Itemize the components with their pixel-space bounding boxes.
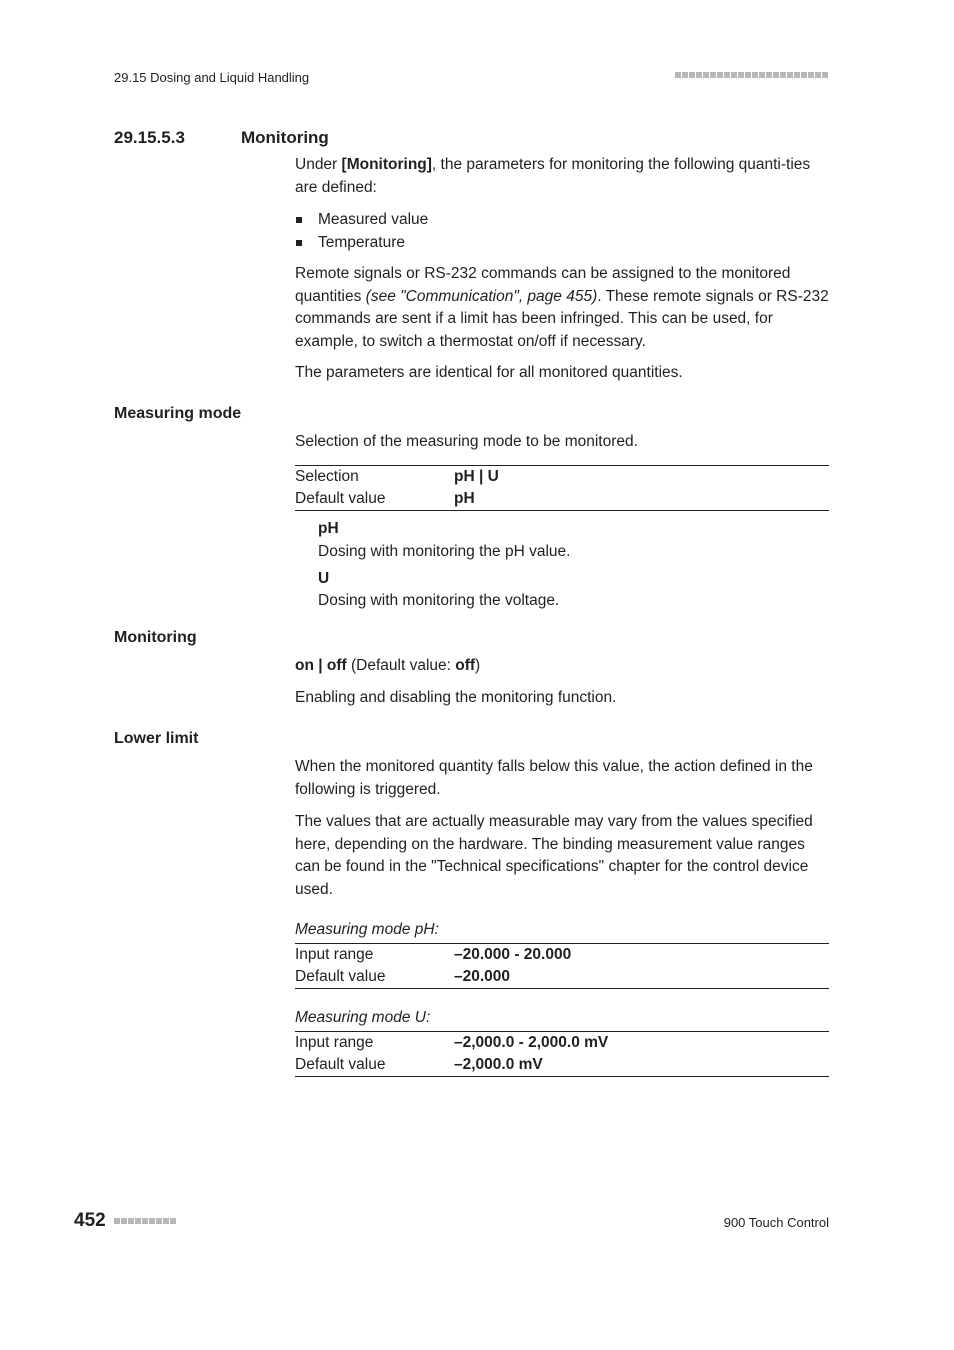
decorative-square [752,72,758,78]
decorative-square [696,72,702,78]
u-range-caption: Measuring mode U: [295,1009,431,1026]
option-ph-description: Dosing with monitoring the pH value. [318,543,571,560]
monitoring-description: Enabling and disabling the monitoring function. [295,689,617,706]
list-item: Temperature [295,231,428,254]
remote-signals-paragraph: Remote signals or RS-232 commands can be assigned to the monitored quantities (see "Communication", page 455). These remote signals or RS-232 commands are sent if a limit has been infringed. This can be used, for example, to switch a thermostat on/off if necessary. [295,265,829,350]
decorative-square [780,72,786,78]
cross-reference-link[interactable]: (see "Communication", page 455) [365,287,598,305]
decorative-square [822,72,828,78]
ph-range-caption: Measuring mode pH: [295,921,439,938]
decorative-square [773,72,779,78]
quantity-list [295,208,428,254]
decorative-square [689,72,695,78]
decorative-square [128,1218,134,1224]
list-item: Measured value [295,208,428,231]
table-row: Default value –2,000.0 mV [295,1056,543,1073]
decorative-square [163,1218,169,1224]
decorative-square [787,72,793,78]
decorative-square [710,72,716,78]
table-row: Selection pH | U [295,468,499,485]
decorative-square [142,1218,148,1224]
page-number: 452 [74,1210,106,1231]
header-decoration [675,72,829,78]
u-range-table [295,1031,829,1077]
intro-paragraph: Under [Monitoring], the parameters for monitoring the following quanti-ties are defined: [295,156,811,196]
decorative-square [156,1218,162,1224]
decorative-square [808,72,814,78]
option-ph-name: pH [318,520,339,537]
identical-params-paragraph: The parameters are identical for all monitored quantities. [295,364,683,381]
decorative-square [675,72,681,78]
decorative-square [801,72,807,78]
table-row: Input range –20.000 - 20.000 [295,946,572,963]
decorative-square [149,1218,155,1224]
hardware-note: The values that are actually measurable may vary from the values specified here, depending on the hardware. The binding measurement value ranges can be found in the "Technical specifications" chapter for the control device used. [295,813,813,898]
option-u-description: Dosing with monitoring the voltage. [318,592,560,609]
decorative-square [759,72,765,78]
section-title: Monitoring [241,128,329,147]
decorative-square [815,72,821,78]
decorative-square [766,72,772,78]
decorative-square [114,1218,120,1224]
decorative-square [135,1218,141,1224]
decorative-square [717,72,723,78]
monitoring-values: on | off (Default value: off) [295,657,481,674]
monitoring-label: Monitoring [114,629,197,646]
decorative-square [731,72,737,78]
decorative-square [745,72,751,78]
lower-limit-description: When the monitored quantity falls below this value, the action defined in the following is triggered. [295,758,813,798]
running-header: 29.15 Dosing and Liquid Handling [114,70,310,85]
option-u-name: U [318,570,330,587]
decorative-square [738,72,744,78]
decorative-square [703,72,709,78]
decorative-square [682,72,688,78]
section-number: 29.15.5.3 [114,128,185,147]
table-row: Default value pH [295,490,475,507]
table-row: Input range –2,000.0 - 2,000.0 mV [295,1034,609,1051]
table-row: Default value –20.000 [295,968,511,985]
product-name: 900 Touch Control [723,1215,829,1230]
measuring-mode-table [295,465,829,511]
lower-limit-label: Lower limit [114,730,199,747]
decorative-square [794,72,800,78]
decorative-square [170,1218,176,1224]
footer-decoration [114,1218,177,1224]
measuring-mode-description: Selection of the measuring mode to be monitored. [295,433,638,450]
measuring-mode-label: Measuring mode [114,405,242,422]
ph-range-table [295,943,829,989]
decorative-square [724,72,730,78]
decorative-square [121,1218,127,1224]
